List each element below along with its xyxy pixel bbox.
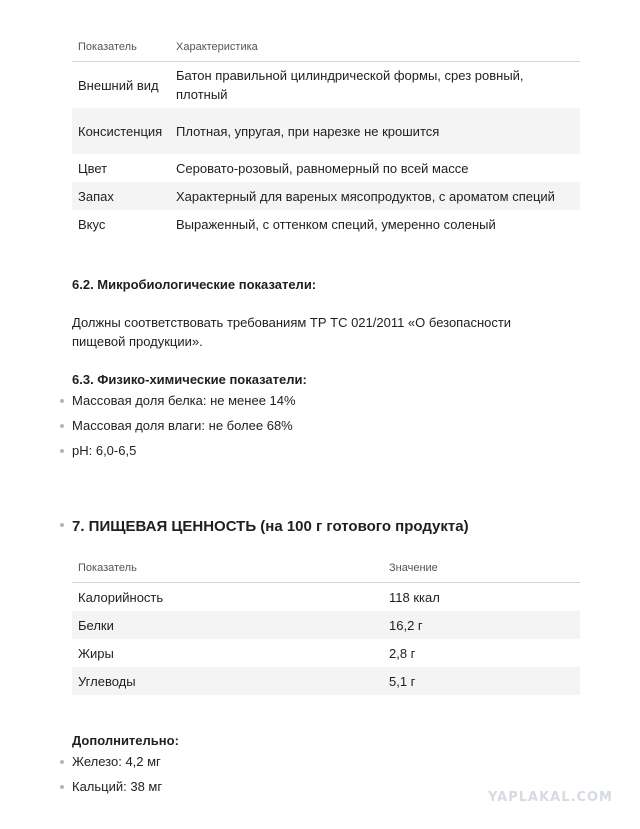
- section-6-2-heading: 6.2. Микробиологические показатели:: [72, 277, 317, 292]
- list-item: [0, 413, 296, 438]
- table-row: [72, 611, 580, 639]
- list-item-text: Массовая доля влаги: не более 68%: [72, 418, 293, 433]
- organoleptic-table: [72, 33, 580, 238]
- row-value: 16,2 г: [383, 611, 580, 639]
- list-item-text: Массовая доля белка: не менее 14%: [72, 393, 296, 408]
- row-name: Запах: [72, 182, 170, 210]
- table-row: [72, 583, 580, 612]
- additional-heading: Дополнительно:: [72, 733, 179, 748]
- row-value: 2,8 г: [389, 645, 416, 661]
- table-header-row: [72, 554, 580, 583]
- nutrition-table: [72, 554, 580, 695]
- row-name: Жиры: [78, 645, 114, 661]
- list-item-text: Кальций: 38 мг: [72, 779, 163, 794]
- table-row: [72, 154, 580, 182]
- bullet-icon: [60, 523, 64, 527]
- list-item: [0, 388, 296, 413]
- section-7-heading: 7. ПИЩЕВАЯ ЦЕННОСТЬ (на 100 г готового продукта): [72, 518, 469, 535]
- table-row: [72, 667, 580, 695]
- table-row: [72, 210, 580, 238]
- additional-list: [0, 749, 162, 799]
- row-name: Белки: [72, 611, 383, 639]
- bullet-icon: [60, 424, 64, 428]
- row-value: 5,1 г: [383, 667, 580, 695]
- section-6-2-text: Должны соответствовать требованиям ТР ТС 021/2011 «О безопасности пищевой продукции».: [72, 315, 512, 349]
- section-6-3-heading: 6.3. Физико-химические показатели:: [72, 372, 307, 387]
- column-header-value: Значение: [383, 554, 580, 583]
- row-value: Плотная, упругая, при нарезке не крошится: [170, 108, 580, 154]
- table-row: [72, 108, 580, 154]
- physico-chemical-list: [0, 388, 296, 463]
- row-value: Выраженный, с оттенком специй, умеренно соленый: [176, 216, 496, 232]
- list-item: [0, 774, 162, 799]
- list-item: [0, 438, 296, 463]
- list-item-text: pH: 6,0-6,5: [72, 443, 137, 458]
- list-item-text: Железо: 4,2 мг: [72, 754, 161, 769]
- table-header-row: [72, 33, 580, 62]
- table-row: [72, 639, 580, 667]
- row-value: Серовато-розовый, равномерный по всей массе: [176, 160, 469, 176]
- bullet-icon: [60, 449, 64, 453]
- bullet-icon: [60, 760, 64, 764]
- table-row: [72, 62, 580, 109]
- row-name: Консистенция: [72, 108, 170, 154]
- bullet-icon: [60, 399, 64, 403]
- list-item: [0, 749, 162, 774]
- row-name: Углеводы: [72, 667, 383, 695]
- row-value: Характерный для вареных мясопродуктов, с ароматом специй: [170, 182, 580, 210]
- row-name: Вкус: [78, 216, 106, 232]
- column-header-indicator: Показатель: [72, 33, 170, 62]
- column-header-characteristic: Характеристика: [170, 33, 580, 62]
- table-row: [72, 182, 580, 210]
- site-watermark: YAPLAKAL.COM: [488, 790, 613, 805]
- row-name: Цвет: [78, 160, 108, 176]
- row-value: 118 ккал: [389, 589, 440, 605]
- bullet-icon: [60, 785, 64, 789]
- row-name: Внешний вид: [78, 77, 159, 93]
- row-value: Батон правильной цилиндрической формы, срез ровный, плотный: [176, 68, 524, 102]
- row-name: Калорийность: [78, 589, 164, 605]
- column-header-indicator: Показатель: [72, 554, 383, 583]
